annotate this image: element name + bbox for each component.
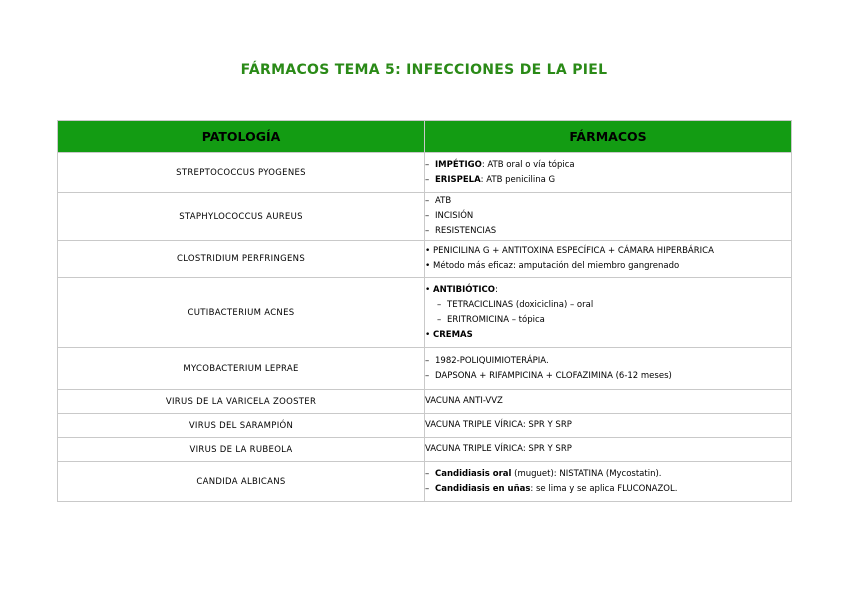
drug-line [425, 209, 791, 224]
bullet-icon: • [425, 284, 431, 295]
drug-line-text: TETRACICLINAS (doxiciclina) – oral [447, 299, 594, 310]
drug-line [425, 283, 791, 298]
drug-line-text: RESISTENCIAS [435, 226, 497, 236]
table-header-row [58, 121, 792, 153]
pathology-cell: VIRUS DE LA RUBEOLA [58, 438, 425, 462]
drug-line-bold: IMPÉTIGO [435, 159, 482, 170]
drug-line-bold: ERISPELA [435, 174, 481, 185]
dash-icon: – [425, 468, 430, 479]
dash-icon: – [425, 483, 430, 494]
drug-line [425, 298, 791, 313]
drug-line-text: 1982-POLIQUIMIOTERÁPIA. [435, 355, 549, 366]
table-row [58, 193, 792, 241]
dash-icon: – [437, 299, 442, 310]
drug-line-text: : ATB oral o vía tópica [481, 159, 575, 170]
drugs-cell [425, 153, 792, 193]
drug-line [425, 313, 791, 328]
drug-line-text: : ATB penicilina G [480, 174, 556, 185]
drug-line-text: DAPSONA + RIFAMPICINA + CLOFAZIMINA (6-12 meses) [435, 370, 672, 381]
drug-line-text: Método más eficaz: amputación del miembro gangrenado [433, 261, 680, 271]
drug-line [425, 394, 791, 409]
drug-line [425, 369, 791, 384]
pathology-cell: CANDIDA ALBICANS [58, 462, 425, 502]
pathology-cell: MYCOBACTERIUM LEPRAE [58, 348, 425, 390]
drug-line-bold: CREMAS [433, 329, 473, 340]
table-row [58, 278, 792, 348]
drug-line-text: (muguet): NISTATINA (Mycostatin). [511, 468, 662, 479]
table-row [58, 462, 792, 502]
table-body [58, 153, 792, 502]
drug-line [425, 467, 791, 482]
header-pathology: PATOLOGÍA [58, 121, 425, 153]
drugs-cell [425, 278, 792, 348]
drugs-cell [425, 193, 792, 241]
drugs-cell [425, 438, 792, 462]
bullet-icon: • [425, 329, 431, 340]
table-row [58, 348, 792, 390]
drugs-cell [425, 241, 792, 278]
drug-line [425, 224, 791, 239]
pathology-cell: VIRUS DE LA VARICELA ZOOSTER [58, 390, 425, 414]
drug-line-text: : [494, 284, 498, 295]
drug-line-text: : se lima y se aplica FLUCONAZOL. [530, 483, 678, 494]
drug-line [425, 354, 791, 369]
pathology-cell: STAPHYLOCOCCUS AUREUS [58, 193, 425, 241]
drug-line-text: ERITROMICINA – tópica [447, 314, 545, 325]
drug-line [425, 173, 791, 188]
pathology-cell: CLOSTRIDIUM PERFRINGENS [58, 241, 425, 278]
header-drugs: FÁRMACOS [425, 121, 792, 153]
drugs-cell [425, 462, 792, 502]
drug-line-text: ATB [435, 196, 452, 206]
drug-line [425, 482, 791, 497]
drug-line [425, 259, 791, 274]
dash-icon: – [425, 226, 430, 236]
drug-line-text: VACUNA TRIPLE VÍRICA: SPR Y SRP [425, 420, 572, 430]
drug-table [57, 120, 792, 502]
drug-line-bold: ANTIBIÓTICO [433, 284, 495, 295]
drug-line-text: VACUNA TRIPLE VÍRICA: SPR Y SRP [425, 444, 572, 454]
drugs-cell [425, 348, 792, 390]
dash-icon: – [425, 196, 430, 206]
drug-line-text: INCISIÓN [435, 211, 474, 221]
page-title: FÁRMACOS TEMA 5: INFECCIONES DE LA PIEL [240, 62, 608, 78]
drug-line [425, 158, 791, 173]
table-row [58, 414, 792, 438]
table-row [58, 241, 792, 278]
drug-line [425, 442, 791, 457]
table-row [58, 438, 792, 462]
dash-icon: – [425, 159, 430, 170]
table-row [58, 390, 792, 414]
drugs-cell [425, 390, 792, 414]
drug-line [425, 244, 791, 259]
drug-line [425, 418, 791, 433]
drugs-cell [425, 414, 792, 438]
drug-line-bold: Candidiasis oral [435, 468, 512, 479]
pathology-cell: CUTIBACTERIUM ACNES [58, 278, 425, 348]
dash-icon: – [425, 211, 430, 221]
drug-line-text: VACUNA ANTI-VVZ [425, 396, 503, 406]
dash-icon: – [425, 174, 430, 185]
drug-line [425, 328, 791, 343]
pathology-cell: VIRUS DEL SARAMPIÓN [58, 414, 425, 438]
table-row [58, 153, 792, 193]
drug-line-bold: Candidiasis en uñas [435, 483, 531, 494]
dash-icon: – [437, 314, 442, 325]
dash-icon: – [425, 370, 430, 381]
dash-icon: – [425, 355, 430, 366]
pathology-cell: STREPTOCOCCUS PYOGENES [58, 153, 425, 193]
drug-line [425, 194, 791, 209]
bullet-icon: • [425, 261, 431, 271]
bullet-icon: • [425, 246, 431, 256]
drug-line-text: PENICILINA G + ANTITOXINA ESPECÍFICA + CÁMARA HIPERBÁRICA [433, 246, 714, 256]
